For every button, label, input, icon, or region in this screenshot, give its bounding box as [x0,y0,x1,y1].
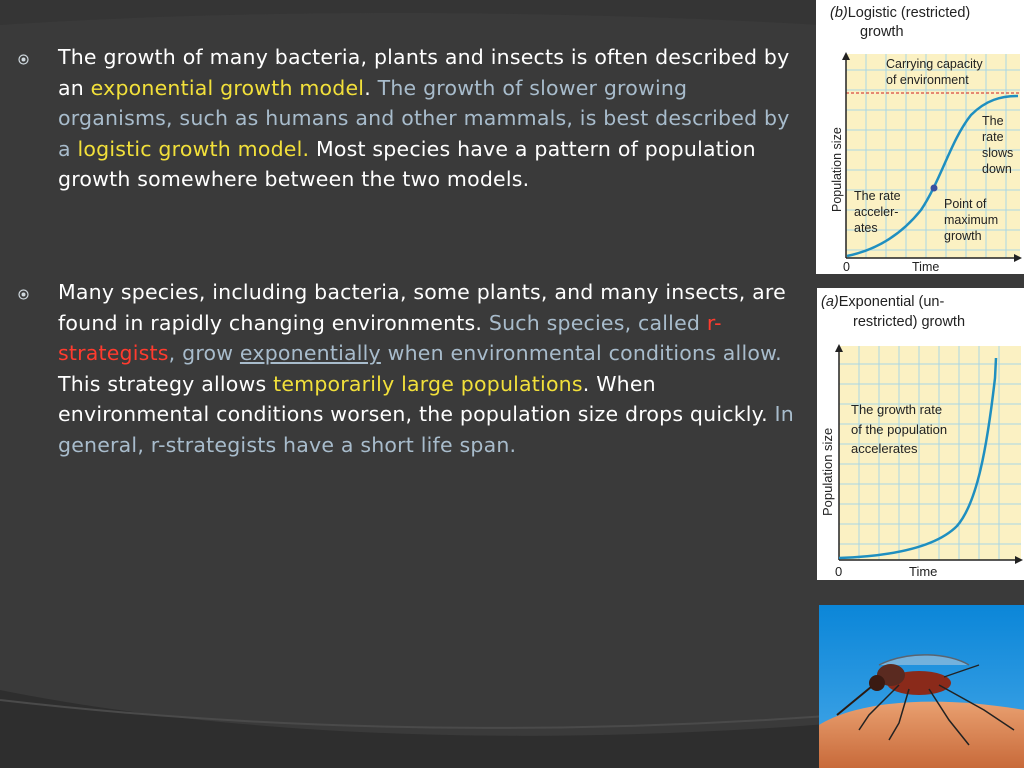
bullet2-text-plain-2: This strategy allows [58,371,274,396]
rate-accelerates-line1: The rate [854,189,901,203]
point-max-growth-line3: growth [944,229,982,243]
bullet-item-1 [18,42,808,195]
bullet-circle-icon [18,54,29,65]
exponential-origin-label: 0 [835,564,843,579]
growth-note-line1: The growth rate [851,402,943,417]
point-of-maximum-growth-marker [931,185,938,192]
rate-accelerates-line2: acceler- [854,205,899,219]
bullet-circle-icon [18,289,29,300]
bullet2-text-plain-3: . When environmental conditions worsen, the population size drops quickly. [58,371,775,427]
rate-slows-line3: slows [982,146,1014,160]
bullet1-period: . [364,75,378,100]
rate-slows-line1: The [982,114,1004,128]
logistic-x-axis-label: Time [912,260,940,274]
exponential-y-axis-label: Population size [820,427,835,516]
bullet2-text-muted-2: , grow [168,341,240,366]
logistic-title-line1: (b)Logistic (restricted) [830,5,971,21]
bullet2-text-muted-4: In general, r-strategists have a short life span. [58,402,794,457]
bullet1-highlight-exponential: exponential growth model [90,75,365,100]
bullet2-text-plain: Many species, including bacteria, some plants, and many insects, are found in rapidly changing environments. [58,279,786,335]
exponential-title-line1: (a)Exponential (un- [821,294,945,310]
rate-slows-line2: rate [982,130,1004,144]
carrying-capacity-label-line1: Carrying capacity [886,57,983,71]
rate-accelerates-line3: ates [854,221,878,235]
exponential-title-line2: restricted) growth [853,314,966,330]
bullet1-text-end: Most species have a pattern of population growth somewhere between the two models. [58,136,756,192]
bullet2-highlight-temporarily: temporarily large populations [273,371,583,396]
bullet2-highlight-rstrategists: r-strategists [58,310,722,366]
logistic-origin-label: 0 [843,260,850,274]
exponential-growth-figure [817,288,1024,580]
exponential-x-axis-label: Time [909,564,938,579]
bullet1-text-plain: The growth of many bacteria, plants and insects is often described by an [58,45,790,100]
carrying-capacity-label-line2: of environment [886,73,969,87]
bullet2-link-exponentially[interactable]: exponentially [239,341,381,366]
bullet1-highlight-logistic: logistic growth model. [77,136,310,161]
logistic-title-line2: growth [860,24,904,40]
point-max-growth-line2: maximum [944,213,999,227]
logistic-growth-figure [816,0,1024,274]
point-max-growth-line1: Point of [944,197,987,211]
logistic-y-axis-label: Population size [830,127,844,212]
bullet2-text-muted-3: when environmental conditions allow. [380,341,782,366]
bullet-list [18,42,808,461]
bullet1-text-muted: The growth of slower growing organisms, such as humans and other mammals, is best described by a [58,75,790,161]
growth-note-line3: accelerates [851,441,918,456]
rate-slows-line4: down [982,162,1012,176]
growth-note-line2: of the population [851,422,948,437]
bullet-item-2 [18,277,808,461]
mosquito-photo [819,605,1024,768]
bullet2-text-muted: Such species, called [488,310,707,335]
